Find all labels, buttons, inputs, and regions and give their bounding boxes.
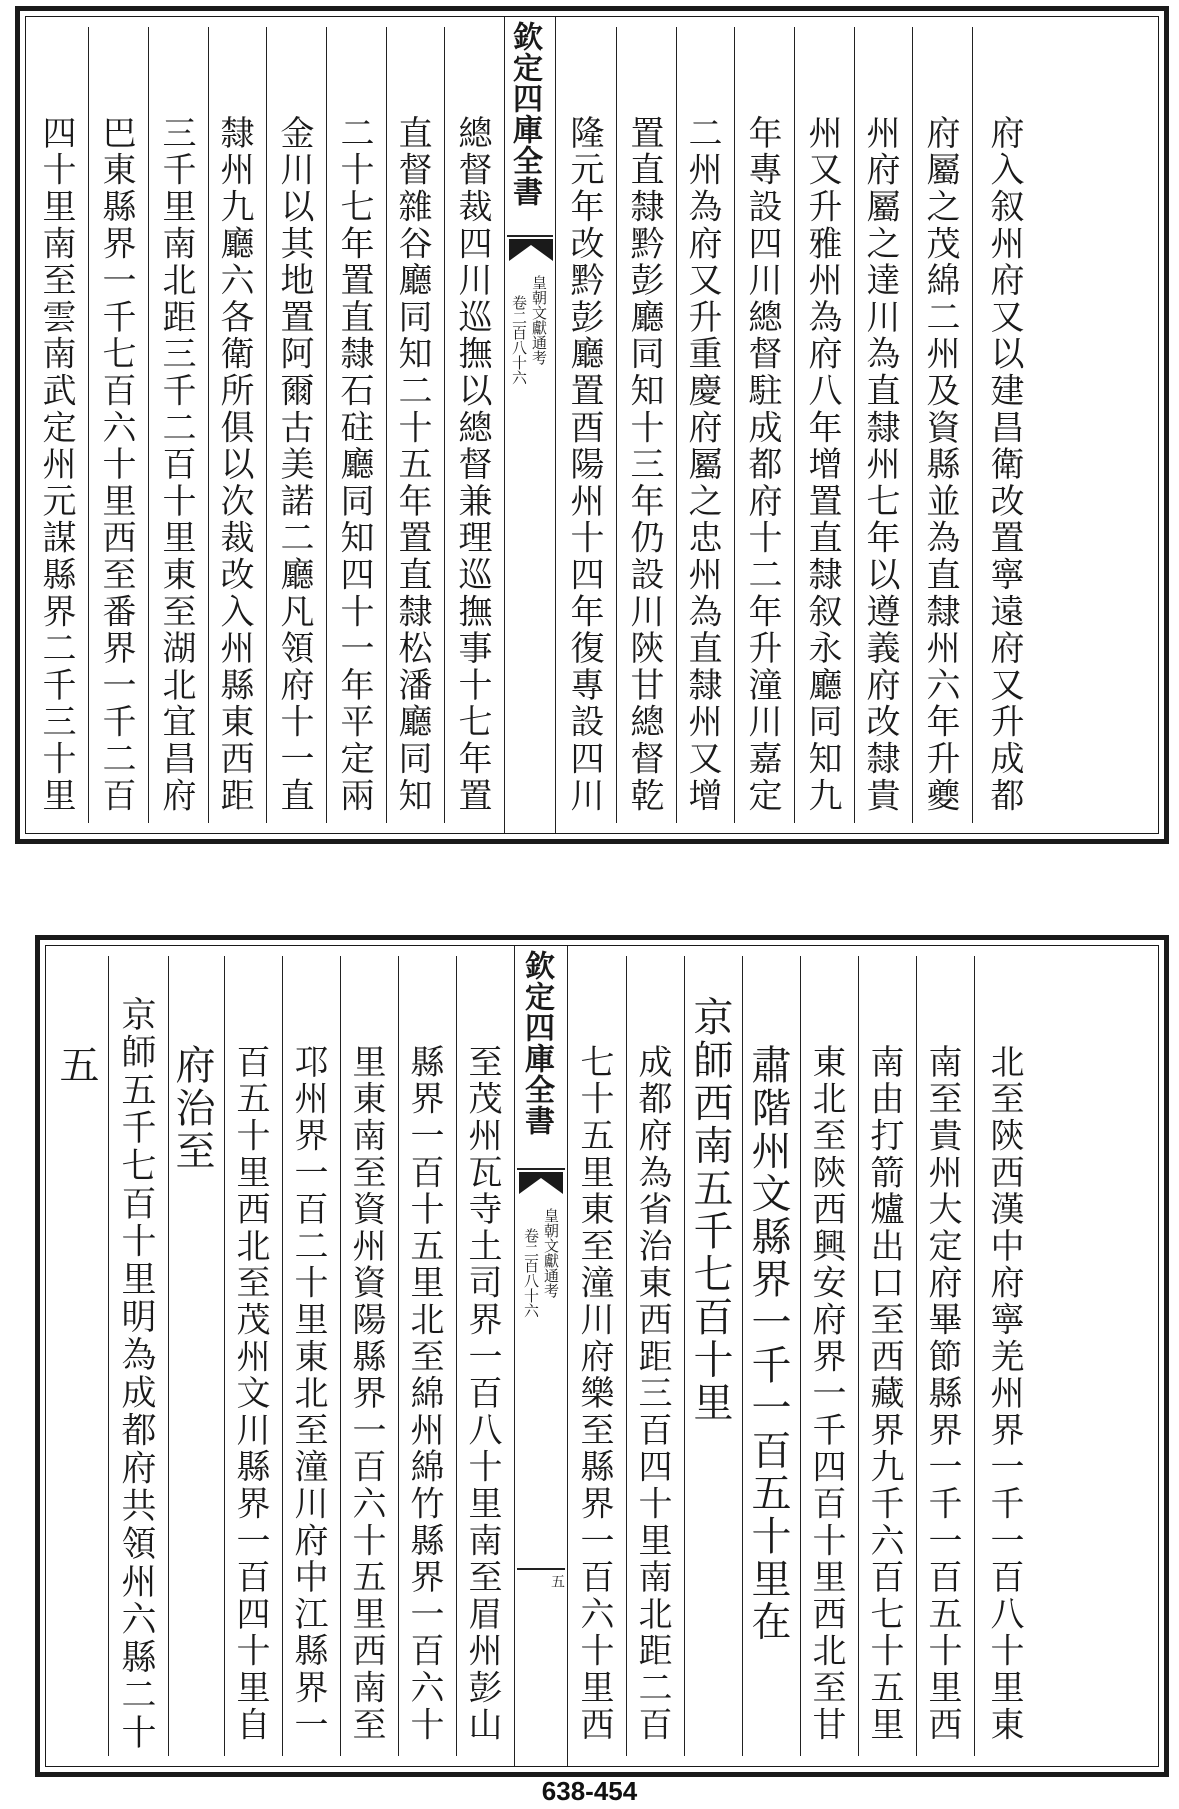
text-column: [208, 27, 266, 823]
text-column: [676, 27, 734, 823]
text-column: [742, 956, 800, 1756]
column-text: 至茂州瓦寺土司界一百八十里南至眉州彭山: [462, 1044, 502, 1744]
column-text: 百五十里西北至茂州文川縣界一百四十里自: [230, 1044, 270, 1744]
fish-tail-mark-icon: [519, 1172, 563, 1194]
column-text: 肅階州文縣界一千一百五十里在: [745, 1044, 791, 1644]
text-column: [912, 27, 972, 823]
fold-title: 欽定四庫全書: [507, 21, 542, 207]
column-text: 成都府為省治東西距三百四十里南北距二百: [632, 1044, 672, 1744]
column-text: 州府屬之達川為直隸州七年以遵義府改隸貴: [860, 115, 900, 815]
bottom-page-block: [35, 935, 1169, 1777]
leaf-number: 五: [53, 1044, 99, 1087]
text-column: [148, 27, 208, 823]
column-text: 北至陝西漢中府寧羌州界一千一百八十里東: [984, 1044, 1024, 1744]
column-text: 金川以其地置阿爾古美諾二廳凡領府十一直: [274, 115, 314, 815]
text-column: [398, 956, 456, 1756]
fish-tail-mark-icon: [509, 239, 553, 261]
text-column: [386, 27, 444, 823]
fold-leaf-number: 五: [549, 1574, 565, 1588]
column-text: 州又升雅州為府八年增置直隸叙永廳同知九: [802, 115, 842, 815]
bottom-page-inner-frame: [45, 945, 1159, 1767]
column-text: 三千里南北距三千二百十里東至湖北宜昌府: [156, 115, 196, 815]
center-fold: [514, 946, 568, 1766]
column-text: 巴東縣界一千七百六十里西至番界一千二百: [96, 115, 136, 815]
text-column: [168, 956, 224, 1756]
page-number: 638-454: [541, 1776, 638, 1806]
text-column: [858, 956, 916, 1756]
text-column: [854, 27, 912, 823]
center-fold: [504, 17, 556, 833]
column-text: 府入叙州府又以建昌衛改置寧遠府又升成都: [984, 115, 1024, 815]
fold-volume: 卷二百八十六: [522, 1228, 540, 1318]
fold-book-title: 皇朝文獻通考: [530, 275, 548, 365]
fold-volume: 卷二百八十六: [510, 295, 528, 385]
text-column: [26, 27, 88, 823]
top-page-block: [15, 6, 1169, 844]
column-text: 隆元年改黔彭廳置酉陽州十四年復專設四川: [564, 115, 604, 815]
text-column: [974, 956, 1036, 1756]
text-column: [800, 956, 858, 1756]
fold-title: 欽定四庫全書: [519, 950, 554, 1136]
top-page-inner-frame: [25, 16, 1159, 834]
text-column: [916, 956, 974, 1756]
column-text: 年專設四川總督駐成都府十二年升潼川嘉定: [742, 115, 782, 815]
text-column: [88, 27, 148, 823]
column-text: 隸州九廳六各衛所俱以次裁改入州縣東西距: [214, 115, 254, 815]
text-column: [108, 956, 168, 1756]
text-column: [224, 956, 282, 1756]
text-column: [556, 27, 616, 823]
column-text: 二州為府又升重慶府屬之忠州為直隸州又增: [682, 115, 722, 815]
column-text: 直督雜谷廳同知二十五年置直隸松潘廳同知: [392, 115, 432, 815]
column-text: 府屬之茂綿二州及資縣並為直隸州六年升夔: [920, 115, 960, 815]
column-text: 二十七年置直隸石砫廳同知四十一年平定兩: [334, 115, 374, 815]
column-text: 縣界一百十五里北至綿州綿竹縣界一百六十: [404, 1044, 444, 1744]
column-text: 里東南至資州資陽縣界一百六十五里西南至: [346, 1044, 386, 1744]
text-column: [794, 27, 854, 823]
text-column: [326, 27, 386, 823]
text-column: [266, 27, 326, 823]
text-column: [734, 27, 794, 823]
column-text: 東北至陝西興安府界一千四百十里西北至甘: [806, 1044, 846, 1744]
column-text: 總督裁四川巡撫以總督兼理巡撫事十七年置: [452, 115, 492, 815]
column-text: 南至貴州大定府畢節縣界一千一百五十里西: [922, 1044, 962, 1744]
column-text: 京師五千七百十里明為成都府共領州六縣二十: [116, 996, 156, 1752]
fold-book-title: 皇朝文獻通考: [542, 1208, 560, 1298]
column-text: 七十五里東至潼川府樂至縣界一百六十里西: [574, 1044, 614, 1744]
column-text: 邛州界一百二十里東北至潼川府中江縣界一: [288, 1044, 328, 1744]
fold-rule: [517, 1168, 565, 1170]
text-column: [626, 956, 684, 1756]
text-column: [46, 956, 108, 1756]
column-text: 府治至: [169, 1044, 215, 1173]
fold-rule: [517, 1568, 565, 1570]
fold-rule: [507, 235, 553, 237]
text-column: [972, 27, 1036, 823]
column-text: 四十里南至雲南武定州元謀縣界二千三十里: [36, 115, 76, 815]
text-column: [684, 956, 742, 1756]
text-column: [340, 956, 398, 1756]
column-text: 置直隸黔彭廳同知十三年仍設川陝甘總督乾: [624, 115, 664, 815]
column-text: 京師西南五千七百十里: [687, 996, 733, 1424]
text-column: [616, 27, 676, 823]
column-text: 南由打箭爐出口至西藏界九千六百七十五里: [864, 1044, 904, 1744]
text-column: [568, 956, 626, 1756]
text-column: [282, 956, 340, 1756]
